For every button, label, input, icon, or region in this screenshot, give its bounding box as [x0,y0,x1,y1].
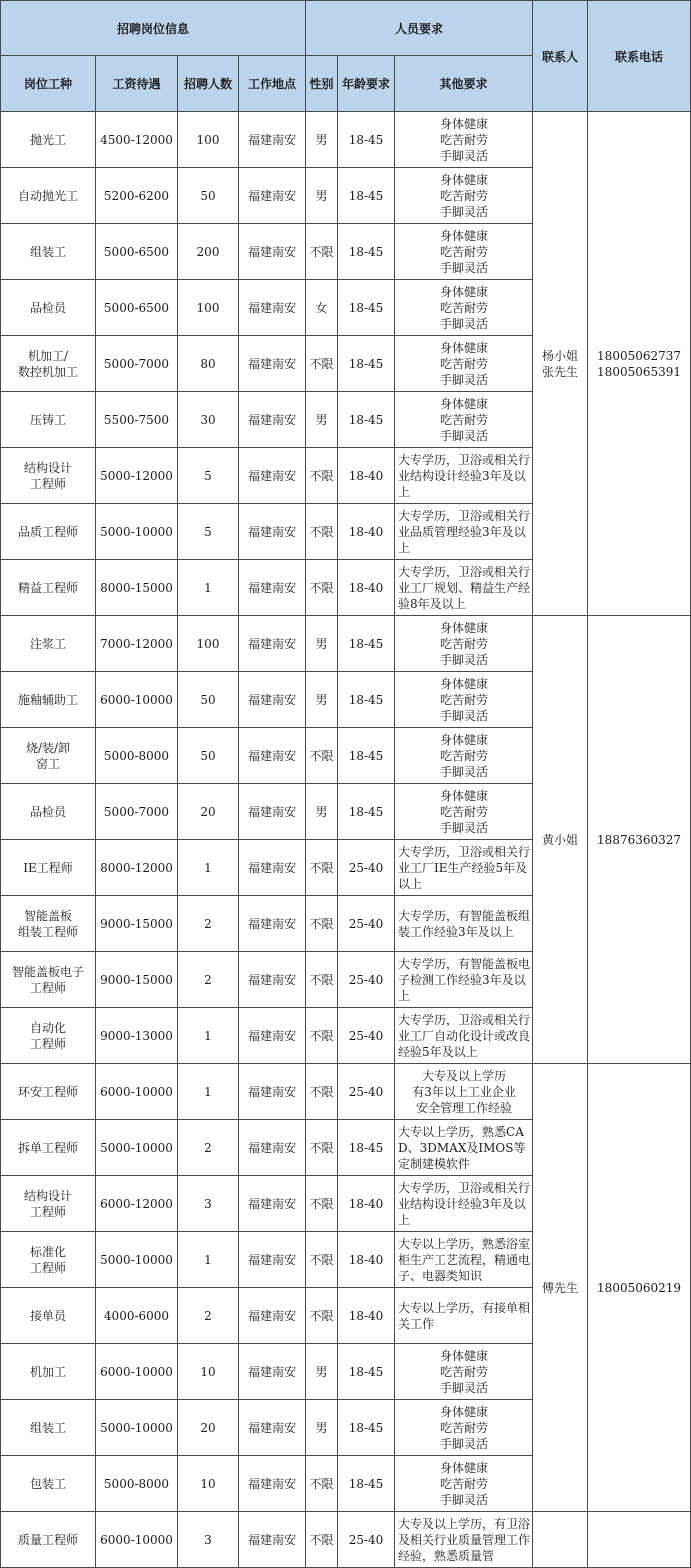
job-type-cell-line: 智能盖板电子 [11,964,84,979]
headcount-cell: 2 [178,896,239,952]
other-requirements-cell-line: 手脚灵活 [440,428,489,443]
other-requirements-cell-line: 身体健康 [440,1404,489,1419]
age-cell: 18-45 [338,728,395,784]
job-type-cell [1,1120,96,1176]
other-requirements-cell-line: 身体健康 [440,396,489,411]
job-type-cell [1,280,96,336]
location-cell: 福建南安 [239,1288,306,1344]
age-cell: 18-45 [338,1120,395,1176]
headcount-cell: 1 [178,560,239,616]
job-type-cell [1,392,96,448]
gender-cell: 不限 [306,952,338,1008]
location-cell: 福建南安 [239,672,306,728]
other-requirements-cell-line: 吃苦耐劳 [440,1476,489,1491]
other-requirements-cell: 大专学历，有智能盖板电子检测工作经验3年及以上 [395,952,533,1008]
location-cell: 福建南安 [239,840,306,896]
salary-cell: 5000-10000 [96,504,178,560]
job-type-cell-line: 组装工 [29,244,66,259]
headcount-cell: 2 [178,1288,239,1344]
job-type-cell [1,1176,96,1232]
job-type-cell-line: 机加工/ [27,348,69,363]
age-cell: 18-40 [338,1176,395,1232]
location-cell: 福建南安 [239,616,306,672]
headcount-cell: 5 [178,448,239,504]
other-requirements-cell-line: 身体健康 [440,620,489,635]
job-type-cell [1,1456,96,1512]
headcount-cell: 1 [178,1008,239,1064]
other-requirements-cell-line: 手脚灵活 [440,820,489,835]
other-requirements-cell [395,112,533,168]
gender-cell: 男 [306,1344,338,1400]
contact-cell-line: 黄小姐 [542,832,579,847]
other-requirements-cell [395,1400,533,1456]
gender-cell: 不限 [306,224,338,280]
job-type-cell [1,168,96,224]
contact-cell-line: 傅先生 [542,1280,579,1295]
other-requirements-cell-line: 手脚灵活 [440,1436,489,1451]
job-type-cell-line: 拆单工程师 [17,1140,78,1155]
other-requirements-cell [395,1456,533,1512]
header-other-requirements: 其他要求 [395,56,533,112]
headcount-cell: 10 [178,1344,239,1400]
location-cell: 福建南安 [239,504,306,560]
gender-cell: 男 [306,112,338,168]
gender-cell: 不限 [306,1232,338,1288]
header-phone: 联系电话 [588,1,691,112]
phone-cell [588,1512,691,1568]
table-row [1,1064,691,1120]
headcount-cell: 100 [178,280,239,336]
job-type-cell [1,448,96,504]
job-type-cell [1,112,96,168]
other-requirements-cell-line: 吃苦耐劳 [440,188,489,203]
phone-cell [588,112,691,616]
other-requirements-cell-line: 身体健康 [440,1460,489,1475]
job-type-cell-line: 工程师 [29,980,66,995]
salary-cell: 4500-12000 [96,112,178,168]
phone-cell [588,1064,691,1512]
location-cell: 福建南安 [239,784,306,840]
location-cell: 福建南安 [239,1008,306,1064]
job-type-cell-line: 结构设计 [23,460,72,475]
age-cell: 18-45 [338,1400,395,1456]
salary-cell: 5000-8000 [96,1456,178,1512]
salary-cell: 5000-6500 [96,280,178,336]
other-requirements-cell-line: 手脚灵活 [440,260,489,275]
job-type-cell [1,672,96,728]
job-type-cell-line: 环安工程师 [17,1084,78,1099]
age-cell: 18-45 [338,784,395,840]
contact-cell [533,112,588,616]
salary-cell: 4000-6000 [96,1288,178,1344]
header-gender: 性别 [306,56,338,112]
salary-cell: 6000-10000 [96,1344,178,1400]
job-type-cell-line: 工程师 [29,1036,66,1051]
age-cell: 18-45 [338,224,395,280]
job-type-cell-line: 组装工程师 [17,924,78,939]
other-requirements-cell: 大专及以上学历，有卫浴及相关行业质量管理工作经验，熟悉质量管 [395,1512,533,1568]
job-type-cell [1,784,96,840]
gender-cell: 不限 [306,728,338,784]
contact-cell-line: 张先生 [542,364,579,379]
age-cell: 18-40 [338,1232,395,1288]
age-cell: 18-45 [338,168,395,224]
other-requirements-cell-line: 有3年以上工业企业 [412,1084,516,1099]
gender-cell: 不限 [306,504,338,560]
header-age: 年龄要求 [338,56,395,112]
age-cell: 25-40 [338,952,395,1008]
headcount-cell: 1 [178,840,239,896]
other-requirements-cell-line: 手脚灵活 [440,204,489,219]
age-cell: 18-45 [338,280,395,336]
salary-cell: 6000-12000 [96,1176,178,1232]
job-type-cell [1,1232,96,1288]
gender-cell: 男 [306,616,338,672]
other-requirements-cell-line: 手脚灵活 [440,708,489,723]
other-requirements-cell-line: 手脚灵活 [440,1492,489,1507]
job-type-cell-line: 组装工 [29,1420,66,1435]
salary-cell: 5200-6200 [96,168,178,224]
job-type-cell [1,840,96,896]
other-requirements-cell [395,280,533,336]
phone-cell-line: 18876360327 [597,832,682,847]
salary-cell: 8000-12000 [96,840,178,896]
job-type-cell-line: 机加工 [29,1364,66,1379]
header-job-info: 招聘岗位信息 [1,1,306,56]
age-cell: 25-40 [338,840,395,896]
location-cell: 福建南安 [239,336,306,392]
gender-cell: 不限 [306,560,338,616]
salary-cell: 5000-7000 [96,336,178,392]
location-cell: 福建南安 [239,1344,306,1400]
age-cell: 18-40 [338,504,395,560]
location-cell: 福建南安 [239,280,306,336]
other-requirements-cell [395,728,533,784]
age-cell: 18-45 [338,112,395,168]
gender-cell: 不限 [306,1456,338,1512]
headcount-cell: 200 [178,224,239,280]
gender-cell: 男 [306,672,338,728]
job-type-cell-line: 数控机加工 [17,364,78,379]
other-requirements-cell-line: 身体健康 [440,676,489,691]
other-requirements-cell: 大专学历，卫浴或相关行业工厂规划、精益生产经验8年及以上 [395,560,533,616]
other-requirements-cell: 大专以上学历，熟悉CAD、3DMAX及IMOS等定制建模软件 [395,1120,533,1176]
job-type-cell [1,560,96,616]
headcount-cell: 100 [178,616,239,672]
age-cell: 18-45 [338,336,395,392]
other-requirements-cell-line: 手脚灵活 [440,372,489,387]
job-type-cell [1,896,96,952]
salary-cell: 5000-7000 [96,784,178,840]
header-contact: 联系人 [533,1,588,112]
job-type-cell [1,1400,96,1456]
other-requirements-cell: 大专学历，卫浴或相关行业结构设计经验3年及以上 [395,448,533,504]
gender-cell: 女 [306,280,338,336]
gender-cell: 不限 [306,1120,338,1176]
age-cell: 25-40 [338,896,395,952]
other-requirements-cell-line: 吃苦耐劳 [440,356,489,371]
other-requirements-cell-line: 身体健康 [440,788,489,803]
job-type-cell [1,224,96,280]
salary-cell: 6000-10000 [96,1064,178,1120]
location-cell: 福建南安 [239,112,306,168]
location-cell: 福建南安 [239,1064,306,1120]
salary-cell: 5000-10000 [96,1120,178,1176]
job-type-cell-line: 智能盖板 [23,908,72,923]
contact-cell [533,1512,588,1568]
other-requirements-cell: 大专学历，卫浴或相关行业结构设计经验3年及以上 [395,1176,533,1232]
salary-cell: 5000-8000 [96,728,178,784]
other-requirements-cell: 大专学历，卫浴或相关行业工厂IE生产经验5年及以上 [395,840,533,896]
other-requirements-cell-line: 手脚灵活 [440,764,489,779]
salary-cell: 9000-15000 [96,896,178,952]
other-requirements-cell-line: 吃苦耐劳 [440,412,489,427]
location-cell: 福建南安 [239,224,306,280]
other-requirements-cell: 大专以上学历，熟悉浴室柜生产工艺流程，精通电子、电器类知识 [395,1232,533,1288]
job-type-cell-line: 工程师 [29,1260,66,1275]
other-requirements-cell-line: 手脚灵活 [440,652,489,667]
job-type-cell-line: 接单员 [29,1308,66,1323]
salary-cell: 5000-12000 [96,448,178,504]
job-type-cell [1,1064,96,1120]
table-row [1,112,691,168]
location-cell: 福建南安 [239,896,306,952]
location-cell: 福建南安 [239,168,306,224]
phone-cell-line: 18005062737 [597,348,682,363]
other-requirements-cell [395,1344,533,1400]
table-row [1,1512,691,1568]
gender-cell: 不限 [306,1064,338,1120]
job-type-cell-line: 包装工 [29,1476,66,1491]
job-type-cell-line: 工程师 [29,476,66,491]
header-personnel-requirements: 人员要求 [306,1,533,56]
location-cell: 福建南安 [239,1512,306,1568]
headcount-cell: 30 [178,392,239,448]
table-body [1,112,691,1568]
age-cell: 18-40 [338,560,395,616]
age-cell: 25-40 [338,1064,395,1120]
gender-cell: 不限 [306,1176,338,1232]
headcount-cell: 50 [178,168,239,224]
other-requirements-cell-line: 身体健康 [440,284,489,299]
job-type-cell-line: 结构设计 [23,1188,72,1203]
location-cell: 福建南安 [239,560,306,616]
salary-cell: 5000-10000 [96,1232,178,1288]
other-requirements-cell [395,392,533,448]
gender-cell: 不限 [306,448,338,504]
other-requirements-cell: 大专学历，卫浴或相关行业品质管理经验3年及以上 [395,504,533,560]
job-type-cell-line: 品检员 [29,300,66,315]
header-location: 工作地点 [239,56,306,112]
gender-cell: 不限 [306,840,338,896]
other-requirements-cell-line: 大专及以上学历 [422,1068,507,1083]
age-cell: 18-45 [338,1344,395,1400]
other-requirements-cell: 大专学历，有智能盖板组装工作经验3年及以上 [395,896,533,952]
job-type-cell-line: IE工程师 [23,860,73,875]
gender-cell: 不限 [306,1008,338,1064]
contact-cell-line: 杨小姐 [542,348,579,363]
job-type-cell-line: 抛光工 [29,132,66,147]
headcount-cell: 3 [178,1512,239,1568]
other-requirements-cell-line: 身体健康 [440,1348,489,1363]
other-requirements-cell [395,616,533,672]
job-type-cell-line: 压铸工 [29,412,66,427]
gender-cell: 不限 [306,1288,338,1344]
location-cell: 福建南安 [239,1176,306,1232]
salary-cell: 5000-10000 [96,1400,178,1456]
gender-cell: 男 [306,784,338,840]
location-cell: 福建南安 [239,952,306,1008]
job-type-cell [1,1008,96,1064]
salary-cell: 8000-15000 [96,560,178,616]
salary-cell: 9000-15000 [96,952,178,1008]
gender-cell: 不限 [306,896,338,952]
other-requirements-cell: 大专学历，卫浴或相关行业工厂自动化设计或改良经验5年及以上 [395,1008,533,1064]
phone-cell-line: 18005060219 [597,1280,682,1295]
age-cell: 25-40 [338,1512,395,1568]
other-requirements-cell [395,1064,533,1120]
other-requirements-cell-line: 手脚灵活 [440,316,489,331]
other-requirements-cell-line: 吃苦耐劳 [440,804,489,819]
location-cell: 福建南安 [239,728,306,784]
location-cell: 福建南安 [239,1120,306,1176]
other-requirements-cell-line: 吃苦耐劳 [440,636,489,651]
other-requirements-cell [395,336,533,392]
gender-cell: 不限 [306,336,338,392]
other-requirements-cell-line: 安全管理工作经验 [416,1100,513,1115]
headcount-cell: 5 [178,504,239,560]
age-cell: 25-40 [338,1008,395,1064]
headcount-cell: 20 [178,784,239,840]
other-requirements-cell-line: 身体健康 [440,228,489,243]
headcount-cell: 20 [178,1400,239,1456]
gender-cell: 男 [306,1400,338,1456]
header-job-type: 岗位工种 [1,56,96,112]
other-requirements-cell-line: 吃苦耐劳 [440,244,489,259]
job-type-cell-line: 品检员 [29,804,66,819]
other-requirements-cell-line: 身体健康 [440,732,489,747]
other-requirements-cell-line: 吃苦耐劳 [440,692,489,707]
location-cell: 福建南安 [239,392,306,448]
phone-cell-line: 18005065391 [597,364,682,379]
age-cell: 18-40 [338,448,395,504]
location-cell: 福建南安 [239,1456,306,1512]
gender-cell: 男 [306,392,338,448]
other-requirements-cell-line: 吃苦耐劳 [440,1364,489,1379]
job-type-cell-line: 窑工 [35,756,60,771]
other-requirements-cell-line: 身体健康 [440,340,489,355]
age-cell: 18-45 [338,616,395,672]
headcount-cell: 1 [178,1064,239,1120]
job-type-cell [1,1288,96,1344]
job-type-cell-line: 工程师 [29,1204,66,1219]
location-cell: 福建南安 [239,1232,306,1288]
other-requirements-cell [395,168,533,224]
salary-cell: 7000-12000 [96,616,178,672]
job-type-cell [1,1512,96,1568]
table-row [1,616,691,672]
job-type-cell [1,336,96,392]
headcount-cell: 50 [178,728,239,784]
other-requirements-cell [395,224,533,280]
job-type-cell-line: 品质工程师 [17,524,78,539]
other-requirements-cell-line: 手脚灵活 [440,148,489,163]
salary-cell: 5500-7500 [96,392,178,448]
headcount-cell: 1 [178,1232,239,1288]
other-requirements-cell-line: 手脚灵活 [440,1380,489,1395]
job-type-cell-line: 标准化 [29,1244,66,1259]
salary-cell: 6000-10000 [96,1512,178,1568]
job-type-cell-line: 自动抛光工 [17,188,78,203]
age-cell: 18-45 [338,392,395,448]
job-type-cell-line: 注浆工 [29,636,66,651]
headcount-cell: 3 [178,1176,239,1232]
contact-cell [533,1064,588,1512]
job-type-cell [1,728,96,784]
headcount-cell: 80 [178,336,239,392]
age-cell: 18-45 [338,672,395,728]
gender-cell: 男 [306,168,338,224]
phone-cell [588,616,691,1064]
age-cell: 18-45 [338,1456,395,1512]
other-requirements-cell: 大专以上学历，有接单相关工作 [395,1288,533,1344]
job-type-cell-line: 自动化 [29,1020,66,1035]
headcount-cell: 10 [178,1456,239,1512]
other-requirements-cell-line: 吃苦耐劳 [440,300,489,315]
job-type-cell-line: 质量工程师 [17,1532,78,1547]
job-type-cell-line: 精益工程师 [17,580,78,595]
other-requirements-cell-line: 身体健康 [440,116,489,131]
headcount-cell: 50 [178,672,239,728]
headcount-cell: 2 [178,1120,239,1176]
salary-cell: 6000-10000 [96,672,178,728]
headcount-cell: 2 [178,952,239,1008]
job-type-cell-line: 施釉辅助工 [17,692,78,707]
job-type-cell [1,616,96,672]
other-requirements-cell [395,672,533,728]
other-requirements-cell-line: 吃苦耐劳 [440,748,489,763]
other-requirements-cell-line: 吃苦耐劳 [440,1420,489,1435]
headcount-cell: 100 [178,112,239,168]
job-type-cell [1,1344,96,1400]
header-headcount: 招聘人数 [178,56,239,112]
job-type-cell [1,504,96,560]
location-cell: 福建南安 [239,1400,306,1456]
contact-cell [533,616,588,1064]
age-cell: 18-40 [338,1288,395,1344]
salary-cell: 5000-6500 [96,224,178,280]
job-type-cell-line: 烧/装/卸 [25,740,71,755]
gender-cell: 不限 [306,1512,338,1568]
other-requirements-cell-line: 吃苦耐劳 [440,132,489,147]
location-cell: 福建南安 [239,448,306,504]
other-requirements-cell [395,784,533,840]
header-salary: 工资待遇 [96,56,178,112]
other-requirements-cell-line: 身体健康 [440,172,489,187]
job-type-cell [1,952,96,1008]
salary-cell: 9000-13000 [96,1008,178,1064]
